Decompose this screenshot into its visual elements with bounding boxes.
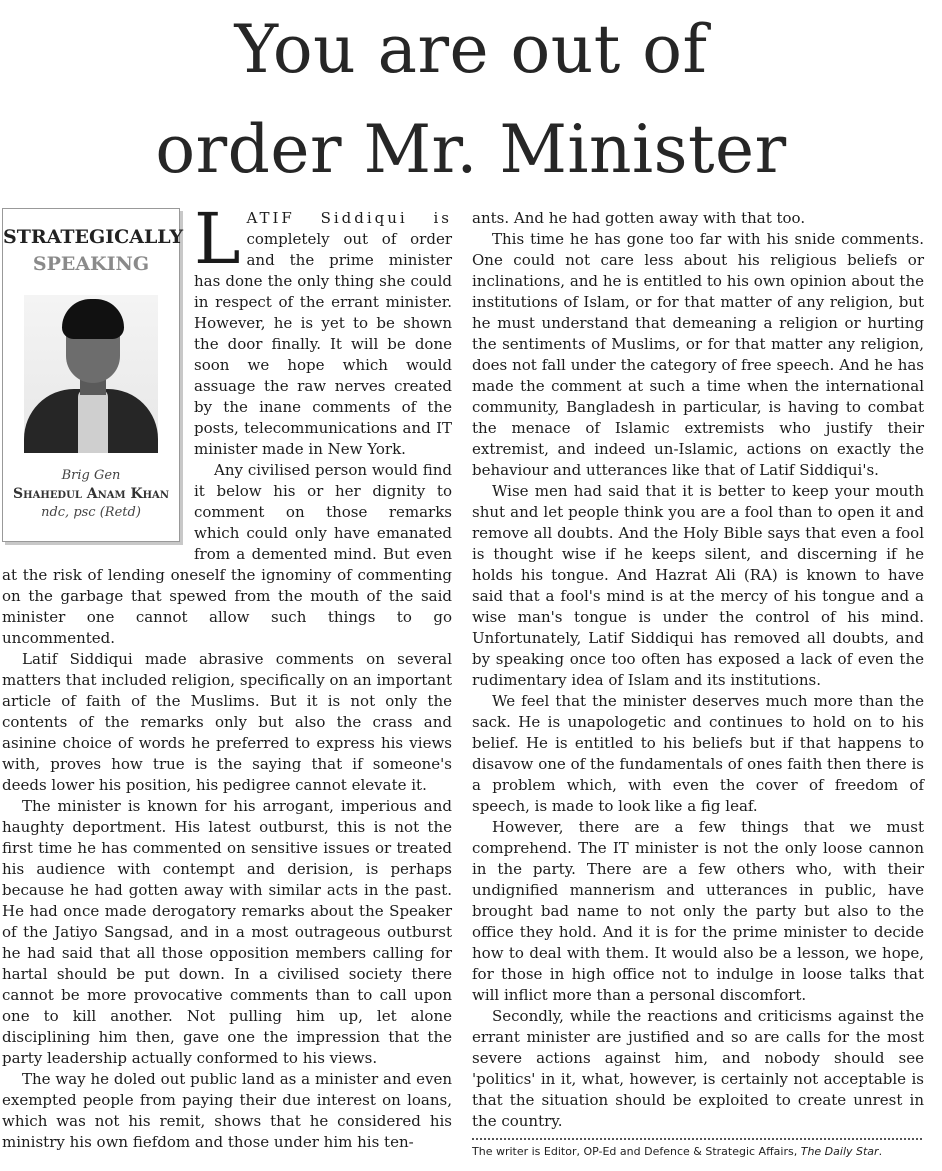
column-title-line-1: STRATEGICALLY (3, 226, 184, 248)
article-paragraph-10: Secondly, while the reactions and criticisms against the errant minister are justified and so are calls for the most severe actions against him, and nobody should see 'politics' in it, what, however, is certainly not acceptable is that the situation should be exploited to create unrest in the country. (472, 1007, 924, 1130)
author-credentials: ndc, psc (Retd) (41, 505, 141, 520)
writer-credit-text: The writer is Editor, OP-Ed and Defence & Strategic Affairs, (472, 1145, 801, 1158)
author-photo (24, 295, 158, 453)
drop-cap: L (194, 198, 241, 280)
article-paragraph-7: Wise men had said that it is better to keep your mouth shut and let people think you are a fool than to open it and remove all doubts. And the Holy Bible says that even a fool is thought wise if he keeps silent, and discerning if he holds his tongue. And Hazrat Ali (RA) is known to have said that a fool's mind is at the mercy of his tongue and a wise man's tongue is under the control of his mind. Unfortunately, Latif Siddiqui has removed all doubts, and by speaking once too often has exposed a lack of even the rudimentary idea of Islam and its institutions. (472, 482, 924, 689)
author-name: Shahedul Anam Khan (13, 486, 169, 502)
article-paragraph-4: The minister is known for his arrogant, imperious and haughty deportment. His latest outburst, this is not the first time he has commented on sensitive issues or treated his audience with contempt and derision, is perhaps because he had gotten away with similar acts in the past. He had once made derogatory remarks about the Speaker of the Jatiyo Sangsad, and in a most outrageous outburst he had said that all those opposition members calling for hartal should be put down. In a civilised society there cannot be more provocative comments than to call upon one to kill another. Not pulling him up, let alone disciplining him then, gave one the impression that the party leadership actually conformed to his views. (2, 797, 452, 1067)
article-paragraph-5-start: The way he doled out public land as a minister and even exempted people from paying their due interest on loans, which was not his remit, shows that he considered his ministry his own fiefdom and those under him his ten- (2, 1070, 452, 1151)
writer-credit-end: . (878, 1145, 883, 1158)
footer-dotted-rule (472, 1138, 922, 1140)
author-rank: Brig Gen (61, 468, 121, 483)
column-byline-box (2, 208, 184, 542)
article-paragraph-3: Latif Siddiqui made abrasive comments on several matters that included religion, specifically on an important article of faith of the Muslims. But it is not only the contents of the remarks only but also the crass and asinine choice of words he preferred to express his views with, proves how true is the saying that if someone's deeds lower his position, his pedigree cannot elevate it. (2, 650, 452, 794)
article-paragraph-6: This time he has gone too far with his snide comments. One could not care less about his religious beliefs or inclinations, and he is entitled to his own opinion about the institutions of Islam, or for that matter of any religion, but he must understand that demeaning a religion or hurting the sentiments of Muslims, or for that matter any religion, does not fall under the category of free speech. And he has made the comment at such a time when the international community, Bangladesh in particular, is having to combat the menace of Islamic extremists who justify their extremist, and indeed un-Islamic, actions on exactly the behaviour and utterances like that of Latif Siddiqui's. (472, 230, 924, 479)
headline-line-1: You are out of (234, 11, 708, 88)
article-paragraph-5-end: ants. And he had gotten away with that too. (472, 209, 806, 227)
writer-credit (472, 1145, 932, 1158)
article-column-left (2, 198, 452, 1153)
headline (0, 0, 942, 200)
headline-line-2: order Mr. Minister (155, 111, 787, 188)
drop-cap-rest: ATIF Siddiqui is (246, 209, 452, 227)
column-title-line-2: SPEAKING (32, 253, 150, 275)
article-paragraph-1-text: completely out of order and the prime minister has done the only thing she could in respect of the errant minister. However, he is yet to be shown the door finally. It will be done soon we hope which would assuage the raw nerves created by the inane comments of the posts, telecommunications and IT minister made in New York. (194, 230, 452, 458)
article-paragraph-2: Any civilised person would find it below his or her dignity to comment on those remarks which could only have emanated from a demented mind. But even at the risk of lending oneself the ignominy of commenting on the garbage that spewed from the mouth of the said minister one cannot allow such things to go uncommented. (2, 461, 452, 647)
newspaper-name: The Daily Star (800, 1145, 879, 1158)
article-paragraph-9: However, there are a few things that we must comprehend. The IT minister is not the only loose cannon in the party. There are a few others who, with their undignified mannerism and utterances in public, have brought bad name to not only the party but also to the office they hold. And it is for the prime minister to decide how to deal with them. It would also be a lesson, we hope, for those in high office not to indulge in loose talks that will inflict more than a personal discomfort. (472, 818, 924, 1004)
article-paragraph-8: We feel that the minister deserves much more than the sack. He is unapologetic and continues to hold on to his belief. He is entitled to his beliefs but if that happens to disavow one of the fundamentals of ones faith then there is a problem which, with even the cover of freedom of speech, is made to look like a fig leaf. (472, 692, 924, 815)
article-column-right (472, 208, 924, 1132)
